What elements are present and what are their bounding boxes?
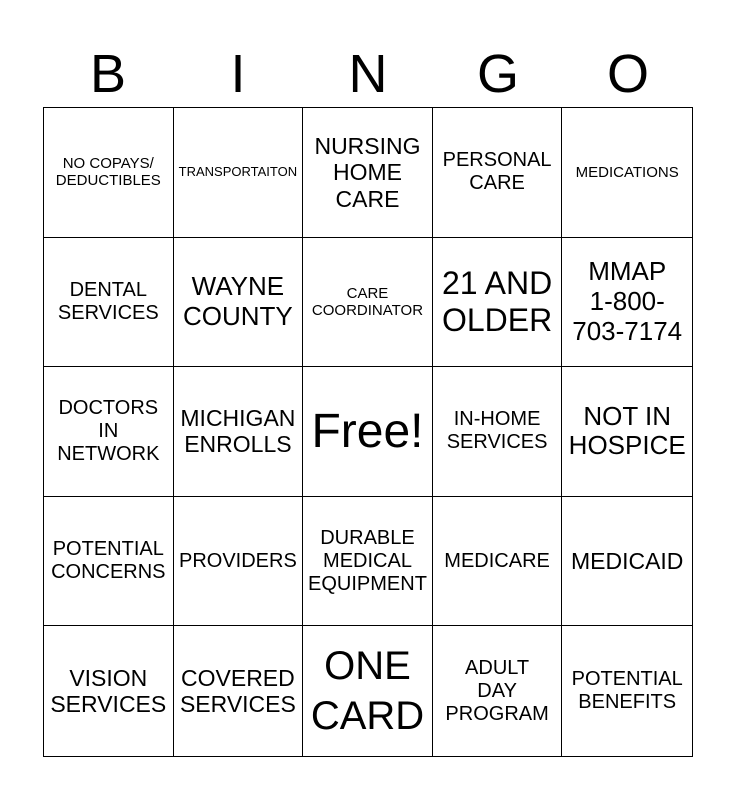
cell-label: DURABLE MEDICAL EQUIPMENT (308, 526, 427, 595)
cell-label: PERSONAL CARE (442, 149, 552, 195)
bingo-cell[interactable] (44, 626, 174, 756)
bingo-board (43, 107, 693, 757)
cell-label: TRANSPORTAITON (178, 163, 298, 179)
cell-label: POTENTIAL CONCERNS (51, 538, 166, 584)
bingo-cell[interactable] (174, 626, 304, 756)
cell-label: ONE CARD (310, 644, 425, 739)
cell-label: COVERED SERVICES (179, 664, 296, 718)
header-letter-b: B (89, 44, 127, 104)
header-letter-n: N (348, 44, 388, 104)
cell-label: PROVIDERS (178, 549, 297, 572)
bingo-cell[interactable] (433, 238, 563, 368)
cell-label: NOT IN HOSPICE (568, 400, 686, 461)
bingo-cell[interactable] (174, 497, 304, 627)
bingo-cell[interactable] (174, 367, 304, 497)
bingo-cell[interactable] (562, 497, 692, 627)
bingo-cell[interactable] (433, 626, 563, 756)
bingo-cell[interactable] (303, 238, 433, 368)
header-letter-o: O (606, 44, 649, 104)
bingo-cell[interactable] (433, 108, 563, 238)
cell-label: IN-HOME SERVICES (446, 408, 548, 454)
bingo-cell[interactable] (562, 238, 692, 368)
bingo-cell[interactable] (44, 367, 174, 497)
cell-label: NURSING HOME CARE (314, 132, 421, 212)
cell-label: MMAP 1-800- 703-7174 (572, 256, 683, 346)
cell-label: DENTAL SERVICES (57, 278, 159, 324)
cell-label: ADULT DAY PROGRAM (445, 656, 549, 725)
cell-label: DOCTORS IN NETWORK (57, 396, 160, 465)
cell-label: POTENTIAL BENEFITS (571, 668, 683, 714)
bingo-cell[interactable] (303, 497, 433, 627)
bingo-cell[interactable] (44, 238, 174, 368)
cell-label: MEDICARE (444, 549, 550, 572)
cell-label: NO COPAYS/ DEDUCTIBLES (55, 155, 161, 190)
bingo-cell[interactable] (433, 367, 563, 497)
cell-label: MICHIGAN ENROLLS (180, 405, 296, 458)
bingo-cell[interactable] (174, 108, 304, 238)
bingo-cell[interactable] (303, 108, 433, 238)
bingo-cell[interactable] (44, 108, 174, 238)
bingo-header (43, 40, 693, 106)
free-space-cell[interactable] (303, 367, 433, 497)
bingo-cell[interactable] (303, 626, 433, 756)
header-letter-g: G (476, 44, 519, 104)
cell-label: MEDICAID (570, 547, 684, 574)
bingo-cell[interactable] (44, 497, 174, 627)
bingo-cell[interactable] (562, 626, 692, 756)
bingo-cell[interactable] (433, 497, 563, 627)
bingo-cell[interactable] (174, 238, 304, 368)
free-space-label: Free! (311, 404, 424, 458)
cell-label: MEDICATIONS (575, 163, 679, 181)
cell-label: 21 AND OLDER (441, 265, 553, 338)
cell-label: VISION SERVICES (50, 664, 167, 718)
bingo-cell[interactable] (562, 367, 692, 497)
header-letter-i: I (230, 44, 246, 104)
cell-label: WAYNE COUNTY (183, 271, 293, 331)
cell-label: CARE COORDINATOR (311, 284, 424, 319)
bingo-cell[interactable] (562, 108, 692, 238)
